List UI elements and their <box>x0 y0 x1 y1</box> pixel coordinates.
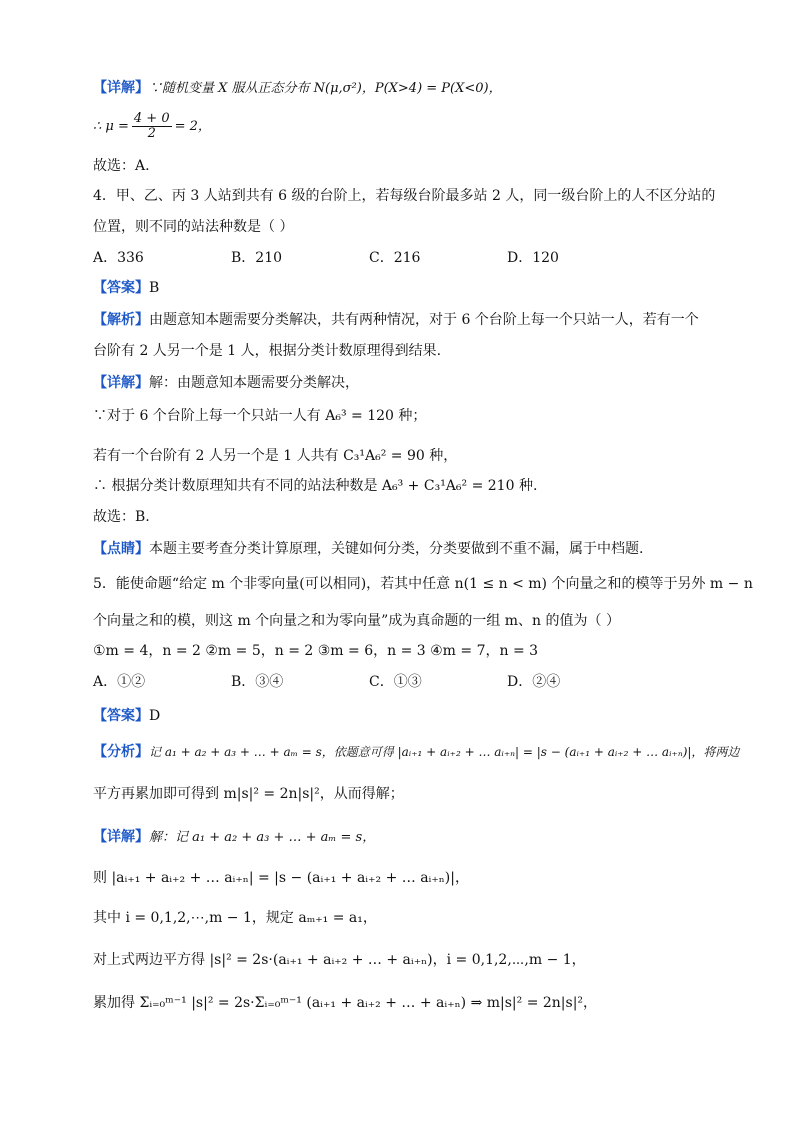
q4-line-1: 4．甲、乙、丙 3 人站到共有 6 级的台阶上，若每级台阶最多站 2 人，同一级台阶上的人不区分站的 <box>93 188 716 204</box>
q5-line-1: 5．能使命题“给定 m 个非零向量(可以相同)，若其中任意 n(1 ≤ n < m) 个向量之和的模等于另外 m − n <box>93 576 753 592</box>
mu-eq-pre: ∴ μ = <box>93 119 129 134</box>
q5-detail-5: 累加得 Σᵢ₌₀ᵐ⁻¹ |s|² = 2s·Σᵢ₌₀ᵐ⁻¹ (aᵢ₊₁ + aᵢ₊₂ + … + aᵢ₊ₙ) ⇒ m|s|² = 2n|s|²， <box>93 995 598 1011</box>
q4-answer <box>93 278 159 298</box>
q4-option-d: D．120 <box>507 250 559 266</box>
fraction-denominator: 2 <box>147 125 156 141</box>
answer-text: D <box>149 708 161 724</box>
q4-detail-2: ∵对于 6 个台阶上每一个只站一人有 A₆³ = 120 种； <box>93 408 427 424</box>
detail-text: 解：记 a₁ + a₂ + a₃ + … + aₘ = s， <box>149 830 376 845</box>
choice-line-1: 故选：A. <box>93 158 150 174</box>
answer-tag: 【答案】 <box>93 708 149 724</box>
analysis-text: 记 a₁ + a₂ + a₃ + … + aₘ = s，依题意可得 |aᵢ₊₁ + aᵢ₊₂ + … aᵢ₊ₙ| = |s − (aᵢ₊₁ + aᵢ₊₂ + … aᵢ₊ₙ)|，将两边 <box>149 745 740 759</box>
detail-tag: 【详解】 <box>93 80 149 96</box>
q4-detail-3: 若有一个台阶有 2 人另一个是 1 人共有 C₃¹A₆² = 90 种， <box>93 448 458 464</box>
mu-eq-post: = 2， <box>174 119 211 134</box>
q5-answer <box>93 706 160 726</box>
q4-option-a: A．336 <box>93 250 144 266</box>
q4-detail-5: 故选：B. <box>93 509 150 525</box>
analysis-tag: 【解析】 <box>93 312 149 328</box>
q5-detail-4: 对上式两边平方得 |s|² = 2s·(aᵢ₊₁ + aᵢ₊₂ + … + aᵢ₊ₙ)，i = 0,1,2,⋯,m − 1， <box>93 952 586 968</box>
q5-option-b: B．③④ <box>231 674 284 690</box>
q4-detail-4: ∴ 根据分类计数原理知共有不同的站法种数是 A₆³ + C₃¹A₆² = 210 种. <box>93 478 538 494</box>
q5-option-c: C．①③ <box>369 674 422 690</box>
fraction-numerator: 4 + 0 <box>133 110 170 126</box>
detail-tag: 【详解】 <box>93 375 149 391</box>
q5-line-3: ①m = 4，n = 2 ②m = 5，n = 2 ③m = 6，n = 3 ④m = 7，n = 3 <box>93 643 539 659</box>
q4-analysis-1 <box>93 310 699 330</box>
answer-text: B <box>149 280 160 296</box>
q5-detail-3: 其中 i = 0,1,2,⋯,m − 1，规定 aₘ₊₁ = a₁， <box>93 910 377 926</box>
q5-detail-2: 则 |aᵢ₊₁ + aᵢ₊₂ + … aᵢ₊ₙ| = |s − (aᵢ₊₁ + aᵢ₊₂ + … aᵢ₊ₙ)|， <box>93 870 469 886</box>
detail-tag: 【详解】 <box>93 829 149 845</box>
q4-option-c: C．216 <box>369 250 421 266</box>
analysis-text: 由题意知本题需要分类解决，共有两种情况，对于 6 个台阶上每一个只站一人，若有一个 <box>149 312 699 328</box>
q4-option-b: B．210 <box>231 250 283 266</box>
q5-option-d: D．②④ <box>507 674 561 690</box>
mu-equation <box>93 111 211 141</box>
q5-option-a: A．①② <box>93 674 146 690</box>
q4-remark <box>93 539 643 559</box>
q5-options <box>93 672 645 692</box>
q4-detail-1 <box>93 373 359 393</box>
q5-detail-1 <box>93 827 375 847</box>
detail-line-1 <box>93 78 502 98</box>
q4-options <box>93 248 645 268</box>
analysis-tag: 【分析】 <box>93 744 149 760</box>
remark-tag: 【点睛】 <box>93 541 149 557</box>
mu-fraction <box>132 112 172 141</box>
q4-line-2: 位置，则不同的站法种数是（ ） <box>93 219 294 235</box>
q5-analysis-1 <box>93 742 739 762</box>
q5-analysis-2: 平方再累加即可得到 m|s|² = 2n|s|²，从而得解； <box>93 786 404 802</box>
q5-line-2: 个向量之和的模，则这 m 个向量之和为零向量”成为真命题的一组 m、n 的值为（ ） <box>93 613 620 629</box>
detail-text: ∵随机变量 X 服从正态分布 N(μ,σ²)，P(X>4) = P(X<0)， <box>149 81 502 96</box>
remark-text: 本题主要考查分类计算原理，关键如何分类，分类要做到不重不漏，属于中档题. <box>149 541 644 557</box>
q4-analysis-2: 台阶有 2 人另一个是 1 人，根据分类计数原理得到结果. <box>93 343 442 359</box>
answer-tag: 【答案】 <box>93 280 149 296</box>
detail-text: 解：由题意知本题需要分类解决， <box>149 375 359 391</box>
